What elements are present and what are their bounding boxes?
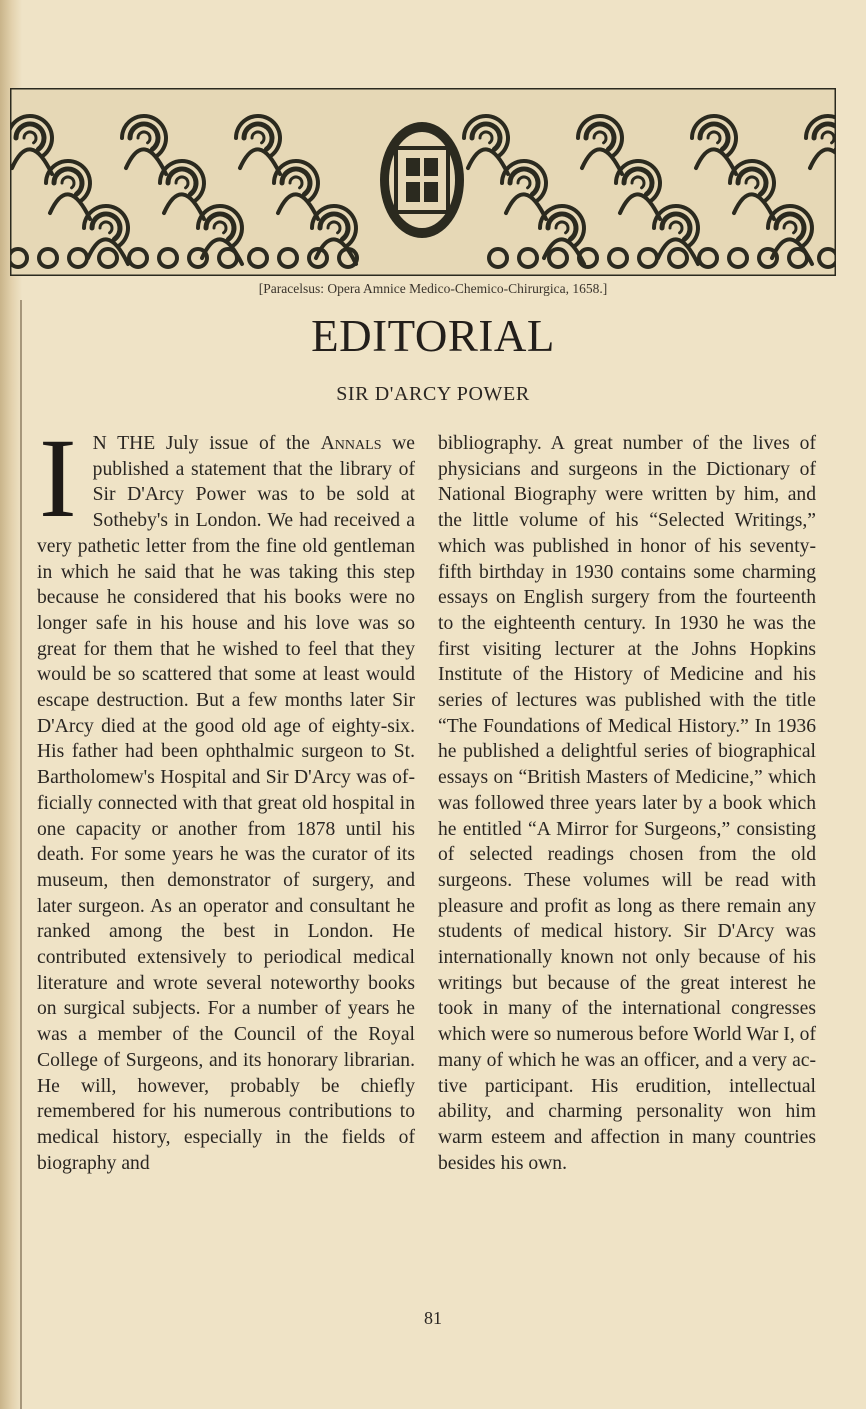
- journal-name: Annals: [320, 433, 382, 454]
- figure-caption: [Paracelsus: Opera Amnice Medico-Chemico-Chirurgica, 1658.]: [258, 281, 608, 296]
- body-text-left: we published a statement that the library of Sir D'Arcy Power was to be sold at Sotheby's in London. We had received a very pathetic letter from the fine old gentleman in which he said that he was taking this step because he considered that his books were no longer safe in his house and his love was so great for them that he wished to feel that they would be so scattered that some at least would escape destruction. But a few months later Sir D'Arcy died at the good old age of eighty-six. His father had been ophthalmic surgeon to St. Bartholomew's Hospital and Sir D'Arcy was officially connected with that great old hospital in one capacity or another from 1878 until his death. For some years he was the curator of its museum, then demonstrator of surgery, and later surgeon. As an operator and consultant he ranked among the best in London. He contributed extensively to periodical medical literature and wrote several noteworthy books on surgical subjects. For a number of years he was a member of the Council of the Royal College of Surgeons, and its honorary librarian. He will, however, probably be chiefly remembered for his numerous contributions to medical history, especially in the fields of biography and: [37, 433, 415, 1174]
- body-column-right: [438, 431, 816, 1176]
- body-text-right: bibliography. A great number of the lives of physicians and surgeons in the Dictionary of National Biography were written by him, and the little volume of his “Selected Writings,” which was published in honor of his seventy-fifth birthday in 1930 contains some charming essays on English surgery from the fourteenth to the eighteenth century. In 1930 he was the first visiting lecturer at the Johns Hopkins Institute of the History of Medicine and his series of lectures was published with the title “The Foundations of Medical History.” In 1936 he published a delightful series of biographical essays on “British Masters of Medicine,” which was followed three years later by a book which he entitled “A Mirror for Surgeons,” consisting of selected readings chosen from the old surgeons. These volumes will be read with pleasure and profit as long as there remain any students of medical history. Sir D'Arcy was internationally known not only because of his writings but because of the great interest he took in many of the international congresses which were so numerous before World War I, of many of which he was an officer, and a very active participant. His erudition, intellectual ability, and charming personality won him warm esteem and affection in many countries besides his own.: [438, 433, 816, 1174]
- page-number: 81: [424, 1308, 442, 1328]
- opening-words: N THE July issue of the: [92, 433, 321, 454]
- page-gutter-line: [20, 300, 22, 1409]
- body-column-left: [37, 416, 415, 1176]
- article-subtitle: SIR D'ARCY POWER: [336, 383, 530, 405]
- page-title: EDITORIAL: [311, 311, 555, 361]
- drop-cap: I: [39, 416, 77, 541]
- ornamental-headpiece-icon: [10, 88, 836, 276]
